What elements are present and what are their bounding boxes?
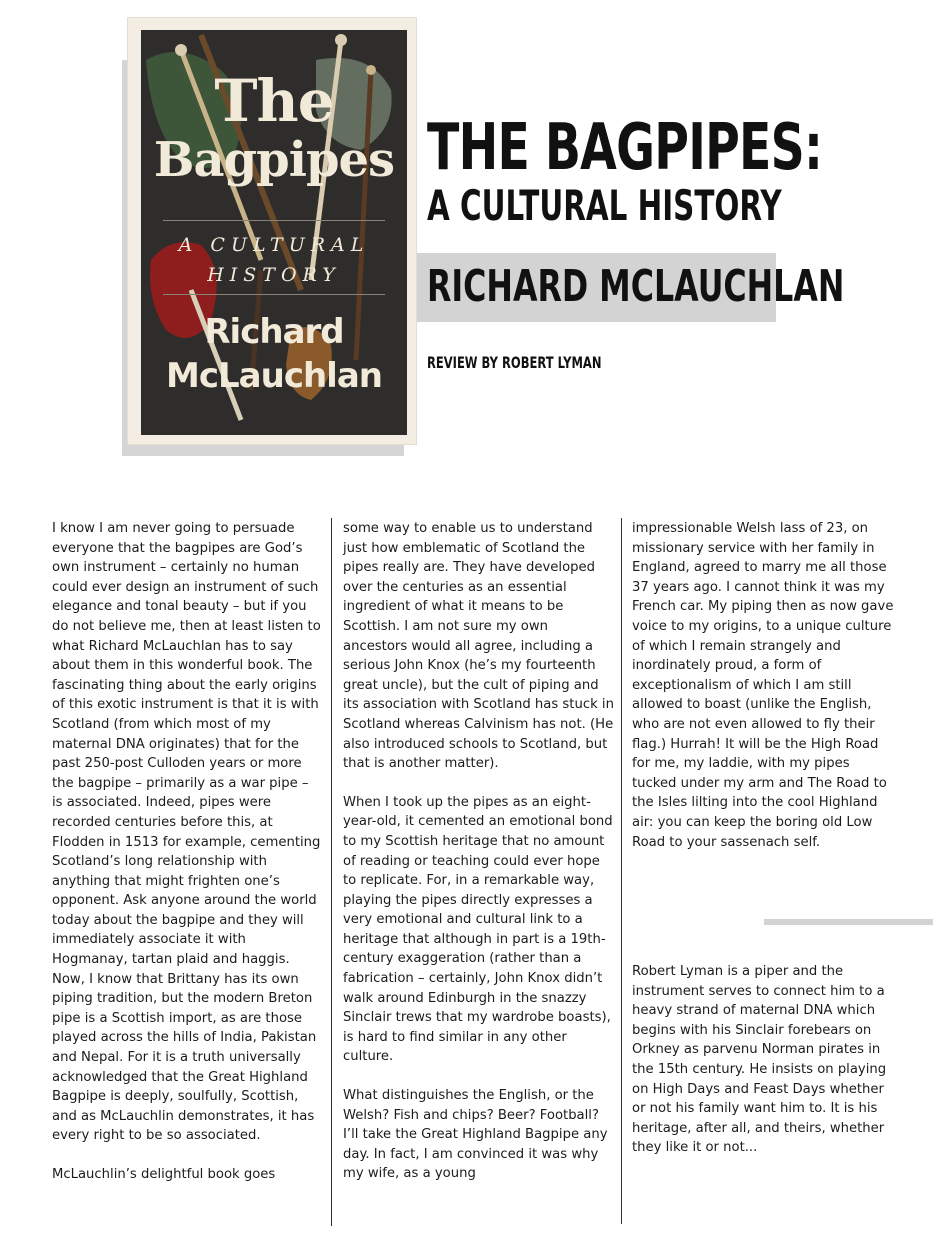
- cover-divider-bottom: [163, 294, 385, 295]
- text-column-3: [632, 519, 898, 852]
- cover-divider-top: [163, 220, 385, 221]
- reviewer-bio: Robert Lyman is a piper and the instrument serves to connect him to a heavy strand of maternal DNA which begins with his Sinclair forebears on Orkney as parvenu Norman pirates in the 15th century. He insists on playing on High Days and Feast Days whether or not his family want him to. It is his heritage, after all, and theirs, whether they like it or not...: [632, 964, 887, 1156]
- paragraph: What distinguishes the English, or the Welsh? Fish and chips? Beer? Football? I’ll take the Great Highland Bagpipe any day. In fact, I am convinced it was why my wife, as a young: [343, 1088, 608, 1182]
- paragraph: some way to enable us to understand just how emblematic of Scotland the pipes really are. They have developed over the centuries as an essential ingredient of what it means to be Scottish. I am not sure my own ancestors would all agree, including a serious John Knox (he’s my fourteenth great uncle), but the cult of piping and its association with Scotland has stuck in Scotland whereas Calvinism has not. (He also introduced schools to Scotland, but that is another matter).: [343, 521, 614, 772]
- cover-title-line1: The: [214, 67, 334, 135]
- article-subtitle: A CULTURAL HISTORY: [427, 181, 782, 230]
- cover-subtitle-line2: HISTORY: [207, 264, 341, 286]
- reviewer-byline: REVIEW BY ROBERT LYMAN: [427, 353, 602, 372]
- column-divider: [331, 518, 332, 1226]
- paragraph: I know I am never going to persuade everyone that the bagpipes are God’s own instrument – certainly no human could ever design an instrument of such elegance and tonal beauty – but if you do not believe me, then at least listen to what Richard McLauchlan has to say about them in this wonderful book. The fascinating thing about the early origins of this exotic instrument is that it is with Scotland (from which most of my maternal DNA originates) that for the past 250-post Culloden years or more the bagpipe – primarily as a war pipe – is associated. Indeed, pipes were recorded centuries before this, at Flodden in 1513 for example, cementing Scotland’s long relationship with anything that might frighten one’s opponent. Ask anyone around the world today about the bagpipe and they will immediately associate it with Hogmanay, tartan plaid and haggis. Now, I know that Brittany has its own piping tradition, but the modern Breton pipe is a Scottish import, as are those played across the hills of India, Pakistan and Nepal. For it is a truth universally acknowledged that the Great Highland Bagpipe is deeply, soulfully, Scottish, and as McLauchlin demonstrates, it has every right to be so associated.: [52, 521, 321, 1144]
- cover-subtitle-line1: A CULTURAL: [178, 234, 370, 256]
- book-cover: [141, 30, 407, 435]
- cover-author-line1: Richard: [204, 312, 344, 352]
- article-title: THE BAGPIPES:: [427, 111, 823, 185]
- book-author: RICHARD MCLAUCHLAN: [427, 261, 845, 312]
- cover-title-line2: Bagpipes: [153, 132, 395, 188]
- paragraph: McLauchlin’s delightful book goes: [52, 1167, 276, 1182]
- text-column-2: [343, 519, 615, 1184]
- column-divider: [621, 518, 622, 1224]
- bio-separator-rule: [764, 919, 933, 925]
- text-column-1: [52, 519, 322, 1185]
- paragraph: impressionable Welsh lass of 23, on missionary service with her family in England, agreed to marry me all those 37 years ago. I cannot think it was my French car. My piping then as now gave voice to my origins, to a unique culture of which I remain strangely and inordinately proud, a form of exceptionalism of which I am still allowed to boast (unlike the English, who are not even allowed to fly their flag.) Hurrah! It will be the High Road for me, my laddie, with my pipes tucked under my arm and The Road to the Isles lilting into the cool Highland air: you can keep the boring old Low Road to your sassenach self.: [632, 521, 894, 850]
- paragraph: When I took up the pipes as an eight-year-old, it cemented an emotional bond to my Scottish heritage that no amount of reading or teaching could ever hope to replicate. For, in a remarkable way, playing the pipes directly expresses a very emotional and cultural link to a heritage that although in part is a 19th-century exaggeration (rather than a fabrication – certainly, John Knox didn’t walk around Edinburgh in the snazzy Sinclair trews that my wardrobe boasts), is hard to find similar in any other culture.: [343, 794, 613, 1065]
- cover-author-line2: McLauchlan: [166, 356, 382, 396]
